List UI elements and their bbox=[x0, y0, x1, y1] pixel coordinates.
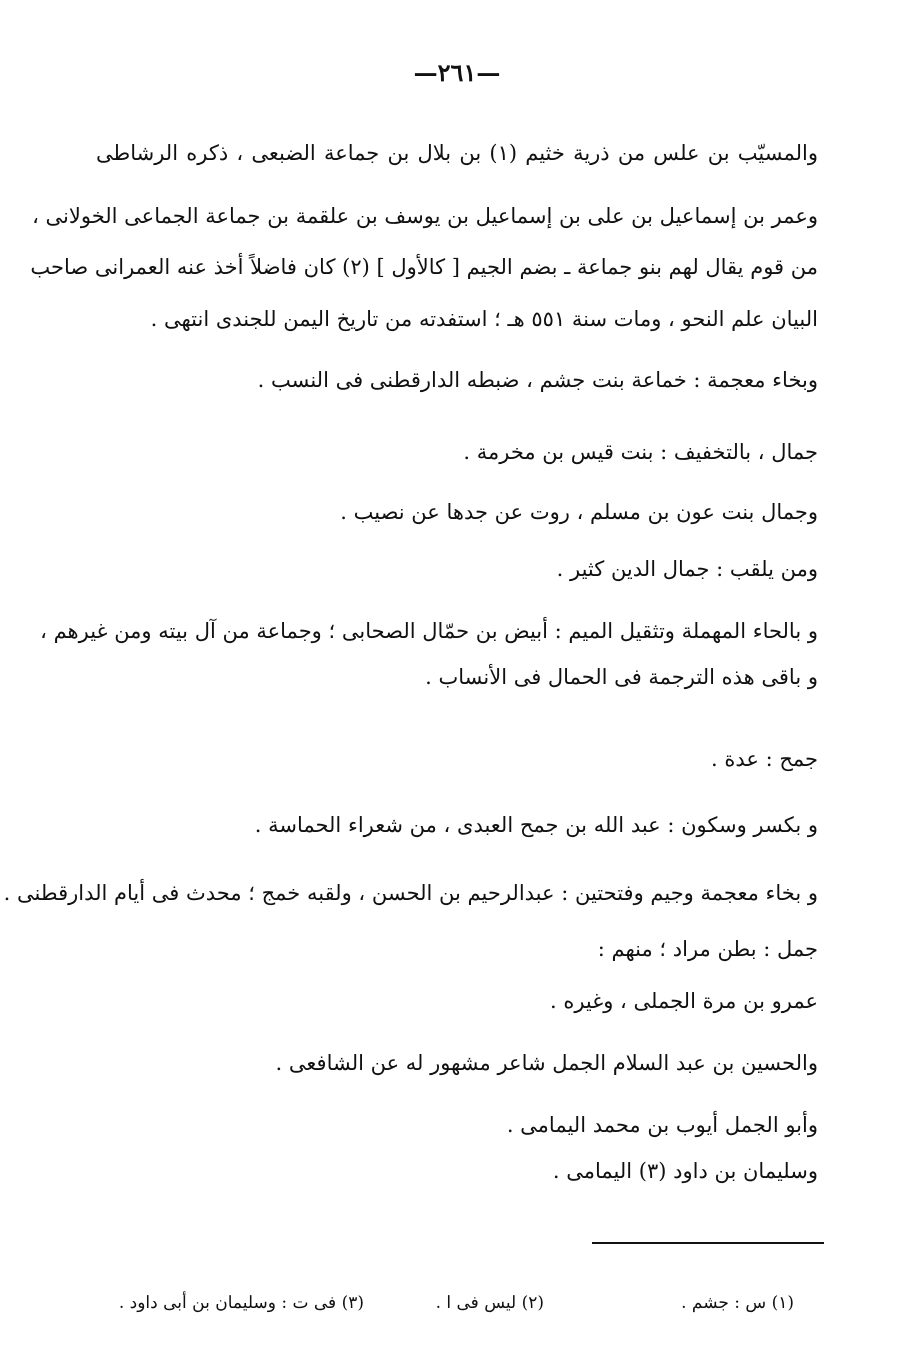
text-line: جمال ، بالتخفيف : بنت قيس بن مخرمة . bbox=[463, 440, 818, 464]
footnote-divider bbox=[592, 1242, 824, 1244]
page-number: —٢٦١— bbox=[413, 58, 501, 87]
text-line: و بكسر وسكون : عبد الله بن جمح العبدى ، من شعراء الحماسة . bbox=[254, 813, 818, 837]
text-line: والحسين بن عبد السلام الجمل شاعر مشهور له عن الشافعى . bbox=[275, 1051, 818, 1075]
text-line: وسليمان بن داود (٣) اليمامى . bbox=[552, 1159, 818, 1183]
text-line: و باقى هذه الترجمة فى الحمال فى الأنساب . bbox=[425, 665, 818, 689]
footnotes bbox=[120, 1288, 794, 1318]
text-line: وأبو الجمل أيوب بن محمد اليمامى . bbox=[506, 1113, 818, 1137]
text-line: جمح : عدة . bbox=[710, 747, 818, 771]
text-line: وجمال بنت عون بن مسلم ، روت عن جدها عن نصيب . bbox=[340, 500, 818, 524]
text-line: والمسيّب بن علس من ذرية خثيم (١) بن بلال بن جماعة الضبعى ، ذكره الرشاطى bbox=[96, 141, 818, 165]
text-line: جمل : بطن مراد ؛ منهم : bbox=[597, 937, 818, 961]
text-line: عمرو بن مرة الجملى ، وغيره . bbox=[549, 989, 818, 1013]
text-line: البيان علم النحو ، ومات سنة ٥٥١ هـ ؛ استفدته من تاريخ اليمن للجندى انتهى . bbox=[150, 307, 818, 331]
footnote-2: (٢) ليس فى ا . bbox=[435, 1293, 544, 1313]
text-line: و بالحاء المهملة وتثقيل الميم : أبيض بن حمّال الصحابى ؛ وجماعة من آل بيته ومن غيرهم ، bbox=[40, 619, 818, 643]
footnote-1: (١) س : جشم . bbox=[681, 1293, 794, 1313]
text-line: ومن يلقب : جمال الدين كثير . bbox=[556, 557, 818, 581]
text-line: من قوم يقال لهم بنو جماعة ـ بضم الجيم [ كالأول ] (٢) كان فاضلاً أخذ عنه العمرانى صاحب bbox=[30, 255, 818, 279]
footnote-3: (٣) فى ت : وسليمان بن أبى داود . bbox=[118, 1293, 364, 1313]
text-line: وعمر بن إسماعيل بن على بن إسماعيل بن يوسف بن علقمة بن جماعة الجماعى الخولانى ، bbox=[32, 204, 818, 228]
text-line: و بخاء معجمة وجيم وفتحتين : عبدالرحيم بن الحسن ، ولقبه خمج ؛ محدث فى أيام الدارقطنى . bbox=[3, 881, 818, 905]
text-line: وبخاء معجمة : خماعة بنت جشم ، ضبطه الدارقطنى فى النسب . bbox=[257, 368, 818, 392]
